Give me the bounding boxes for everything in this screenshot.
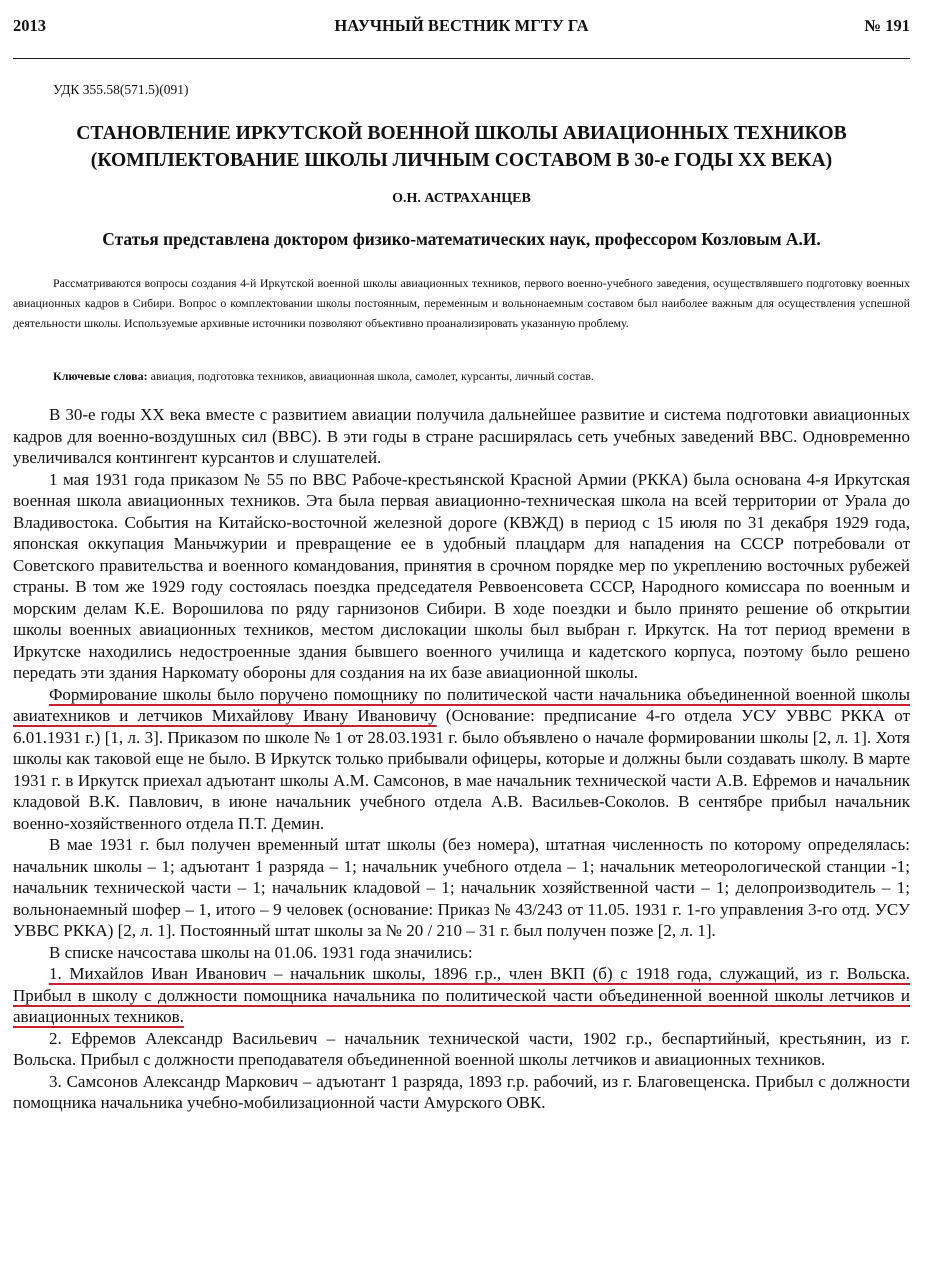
paragraph-3	[13, 684, 910, 835]
paragraph-1: В 30-е годы XX века вместе с развитием авиации получила дальнейшее развитие и система подготовки авиационных кадров для военно-воздушных сил (ВВС). В эти годы в стране расширялась сеть учебных заведений ВВС. Одновременно увеличивался контингент курсантов и слушателей.	[13, 405, 910, 467]
header-issue: № 191	[864, 16, 910, 35]
presented-by: Статья представлена доктором физико-математических наук, профессором Козловым А.И.	[102, 229, 821, 249]
keywords	[53, 367, 910, 385]
article-title	[13, 120, 910, 174]
udc-code: УДК 355.58(571.5)(091)	[53, 82, 189, 97]
paragraph-2: 1 мая 1931 года приказом № 55 по ВВС Рабоче-крестьянской Красной Армии (РККА) была основана 4-я Иркутская военная школа авиационных техников. Эта была первая авиационно-техническая школа на всей территории от Урала до Владивостока. События на Китайско-восточной железной дороге (КВЖД) в период с 15 июля по 31 декабря 1929 года, японская оккупация Маньчжурии и превращение ее в удобный плацдарм для нападения на СССР потребовали от Советского правительства и военного командования, принятия в срочном порядке мер по укреплению восточных рубежей страны. В том же 1929 году состоялась поездка председателя Реввоенсовета СССР, Народного комиссара по военным и морским делам К.Е. Ворошилова по ряду гарнизонов Сибири. В ходе поездки и было принято решение об открытии школы военных авиационных техников, местом дислокации школы был выбран г. Иркутск. На тот период времени в Иркутске находились недостроенные здания бывшего военного училища и кадетского корпуса, поэтому было решено передать эти здания Наркомату обороны для создания на их базе авиационной школы.	[13, 469, 910, 682]
keywords-text: авиация, подготовка техников, авиационная школа, самолет, курсанты, личный состав.	[147, 369, 594, 383]
abstract: Рассматриваются вопросы создания 4-й Иркутской военной школы авиационных техников, первого военно-учебного заведения, осуществлявшего подготовку военных авиационных кадров в Сибири. Вопрос о комплектовании школы постоянным, переменным и вольнонаемным составом был наиболее важным для осуществления успешной деятельности школы. Используемые архивные источники позволяют объективно проанализировать указанную проблему.	[13, 276, 910, 330]
running-header	[13, 16, 910, 38]
header-journal: НАУЧНЫЙ ВЕСТНИК МГТУ ГА	[334, 16, 589, 35]
title-line-1: СТАНОВЛЕНИЕ ИРКУТСКОЙ ВОЕННОЙ ШКОЛЫ АВИАЦИОННЫХ ТЕХНИКОВ	[76, 123, 847, 144]
title-line-2: (КОМПЛЕКТОВАНИЕ ШКОЛЫ ЛИЧНЫМ СОСТАВОМ В 30-е ГОДЫ XX ВЕКА)	[90, 150, 833, 171]
paragraph-4: В мае 1931 г. был получен временный штат школы (без номера), штатная численность по которому определялась: начальник школы – 1; адъютант 1 разряда – 1; начальник учебного отдела – 1; начальник метеорологической станции -1; начальник технической части – 1; начальник кладовой – 1; начальник хозяйственной части – 1; делопроизводитель – 1; вольнонаемный шофер – 1, итого – 9 человек (основание: Приказ № 43/243 от 11.05. 1931 г. 1-го управления 3-го отд. УСУ УВВС РККА) [2, л. 1]. Постоянный штат школы за № 20 / 210 – 31 г. был получен позже [2, л. 1].	[13, 835, 910, 940]
paragraph-5: В списке начсостава школы на 01.06. 1931 года значились:	[49, 942, 473, 962]
highlighted-text-1: Формирование школы было поручено помощнику по политической части начальника объединенной военной школы авиатехников и летчиков Михайлову Ивану Ивановичу	[13, 684, 910, 725]
paragraph-3-rest: (Основание: предписание 4-го отдела УСУ УВВС РККА от 6.01.1931 г.) [1, л. 3]. Приказом по школе № 1 от 28.03.1931 г. было объявлено о начале формировании школы [2, л. 1]. Хотя школы как таковой еще не было. В Иркутск только прибывали офицеры, которые и должны были создавать школу. В марте 1931 г. в Иркутск приехал адъютант школы А.М. Самсонов, в мае начальник технической части А.В. Ефремов и начальник кладовой В.К. Павлович, в июне начальник учебного отдела А.В. Васильев-Соколов. В сентябре прибыл начальник военно-хозяйственного отдела П.Т. Демин.	[13, 706, 911, 833]
author: О.Н. АСТРАХАНЦЕВ	[392, 191, 531, 206]
article-body	[13, 404, 910, 1114]
paragraph-8: 3. Самсонов Александр Маркович – адъютант 1 разряда, 1893 г.р. рабочий, из г. Благовещенска. Прибыл с должности помощника начальника учебно-мобилизационной части Амурского ОВК.	[13, 1071, 910, 1112]
header-year: 2013	[13, 16, 46, 35]
keywords-label: Ключевые слова:	[53, 369, 148, 383]
paragraph-6	[13, 963, 910, 1028]
highlighted-text-2: 1. Михайлов Иван Иванович – начальник школы, 1896 г.р., член ВКП (б) с 1918 года, служащий, из г. Вольска. Прибыл в школу с должности помощника начальника по политической части объединенной военной школы летчиков и авиационных техников.	[13, 964, 910, 1026]
paragraph-7: 2. Ефремов Александр Васильевич – начальник технической части, 1902 г.р., беспартийный, крестьянин, из г. Вольска. Прибыл с должности преподавателя объединенной военной школы летчиков и авиационных техников.	[13, 1028, 910, 1069]
header-rule	[13, 58, 910, 59]
